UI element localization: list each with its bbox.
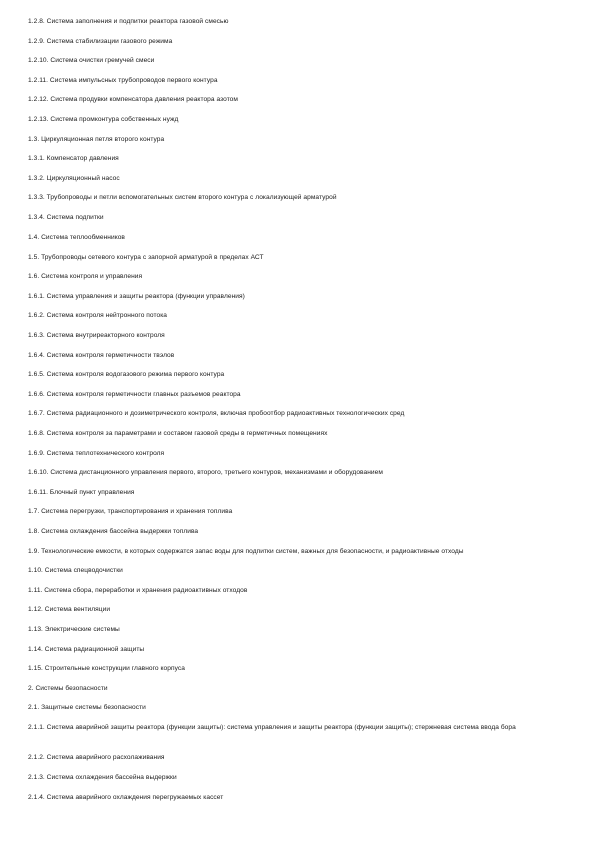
list-item: 1.7. Система перегрузки, транспортирования и хранения топлива: [28, 508, 233, 515]
list-item: 1.6.9. Система теплотехнического контроля: [28, 450, 165, 457]
list-item: 2.1.1. Система аварийной защиты реактора (функции защиты): система управления и защиты реактора (функции защиты); стержневая система ввода бора: [28, 724, 516, 731]
list-item: 1.2.12. Система продувки компенсатора давления реактора азотом: [28, 96, 238, 103]
list-item: 1.2.8. Система заполнения и подпитки реактора газовой смесью: [28, 18, 229, 25]
list-item: 1.6.2. Система контроля нейтронного потока: [28, 312, 167, 319]
list-item: 1.6.1. Система управления и защиты реактора (функции управления): [28, 293, 245, 300]
list-item: 1.6.10. Система дистанционного управления первого, второго, третьего контуров, механизмами и оборудованием: [28, 469, 383, 476]
list-item: 1.6.4. Система контроля герметичности твэлов: [28, 352, 175, 359]
list-item: 1.3.4. Система подпитки: [28, 214, 104, 221]
list-item: 1.13. Электрические системы: [28, 626, 120, 633]
list-item: 1.11. Система сбора, переработки и хранения радиоактивных отходов: [28, 587, 248, 594]
list-item: 1.3.3. Трубопроводы и петли вспомогательных систем второго контура с локализующей арматурой: [28, 194, 337, 201]
list-item: 1.2.10. Система очистки гремучей смеси: [28, 57, 155, 64]
list-item: 1.6.6. Система контроля герметичности главных разъемов реактора: [28, 391, 241, 398]
list-item: 2.1.4. Система аварийного охлаждения перегружаемых кассет: [28, 794, 224, 801]
list-item: 2.1.2. Система аварийного расхолаживания: [28, 754, 165, 761]
list-item: 1.5. Трубопроводы сетевого контура с запорной арматурой в пределах АСТ: [28, 254, 264, 261]
list-item: 1.6. Система контроля и управления: [28, 273, 143, 280]
list-item: 1.6.3. Система внутриреакторного контроля: [28, 332, 165, 339]
list-item: 1.2.9. Система стабилизации газового режима: [28, 38, 173, 45]
list-item: 1.3.1. Компенсатор давления: [28, 155, 119, 162]
list-item: 2.1. Защитные системы безопасности: [28, 704, 146, 711]
list-item: 1.14. Система радиационной защиты: [28, 646, 145, 653]
list-item: 1.12. Система вентиляции: [28, 606, 111, 613]
list-item: 1.6.8. Система контроля за параметрами и составом газовой среды в герметичных помещениях: [28, 430, 328, 437]
list-item: 1.3.2. Циркуляционный насос: [28, 175, 120, 182]
list-item: 1.6.11. Блочный пункт управления: [28, 489, 135, 496]
list-item: 2. Системы безопасности: [28, 685, 108, 692]
list-item: 1.2.11. Система импульсных трубопроводов первого контура: [28, 77, 218, 84]
list-item: 2.1.3. Система охлаждения бассейна выдержки: [28, 774, 177, 781]
list-item: 1.15. Строительные конструкции главного корпуса: [28, 665, 185, 672]
list-item: 1.4. Система теплообменников: [28, 234, 125, 241]
list-item: 1.2.13. Система промконтура собственных нужд: [28, 116, 179, 123]
list-item: 1.3. Циркуляционная петля второго контура: [28, 136, 165, 143]
list-item: 1.10. Система спецводочистки: [28, 567, 123, 574]
list-item: 1.6.5. Система контроля водогазового режима первого контура: [28, 371, 225, 378]
list-item: 1.6.7. Система радиационного и дозиметрического контроля, включая пробоотбор радиоактивных технологических сред: [28, 410, 405, 417]
list-item: 1.8. Система охлаждения бассейна выдержки топлива: [28, 528, 199, 535]
list-item: 1.9. Технологические емкости, в которых содержатся запас воды для подпитки систем, важных для безопасности, и радиоактивные отходы: [28, 548, 464, 555]
